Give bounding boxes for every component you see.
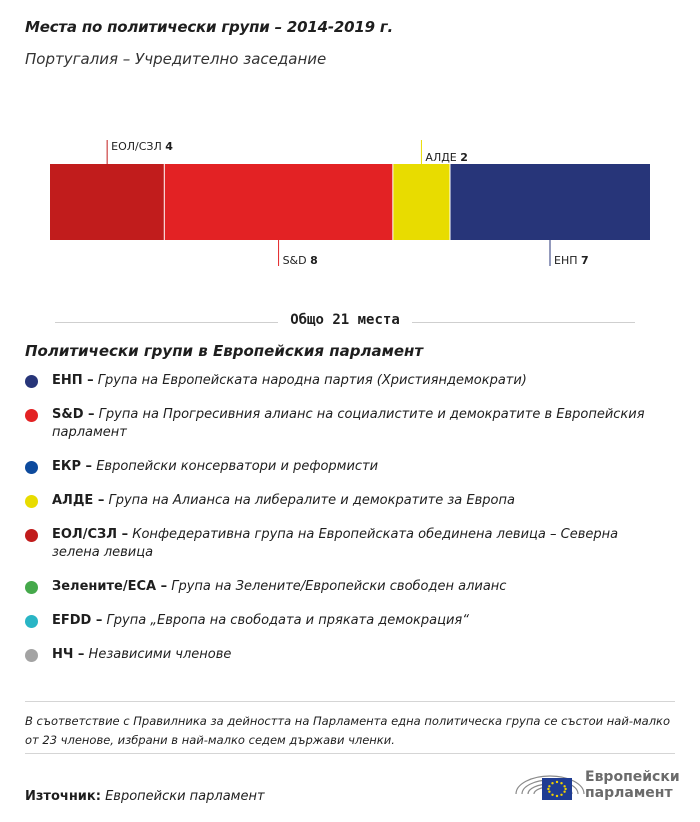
footnote: В съответствие с Правилника за дейността на Парламента една политическа група се състои най-малко от 23 членове, избрани в най-малко седем държави членки. [25,714,671,747]
data-label: S&D 8 [282,254,318,267]
bar-segment [50,164,164,240]
legend-color-dot [25,409,38,422]
chart-title: Места по политически групи – 2014-2019 г. [25,18,394,36]
legend-desc: Група на Алианса на либералите и демократите за Европа [104,493,515,508]
legend-color-dot [25,649,38,662]
data-label: ЕОЛ/СЗЛ 4 [111,140,173,153]
data-label: ЕНП 7 [554,254,589,267]
legend-desc: Група на Зелените/Европейски свободен алианс [167,579,507,594]
legend-abbr: ЕОЛ/СЗЛ – [52,527,129,542]
logo-line1: Европейски [585,769,680,785]
legend-abbr: ЕКР – [52,459,93,474]
legend-color-dot [25,529,38,542]
legend-desc: Европейски консерватори и реформисти [92,459,379,474]
legend-abbr: ЕНП – [52,373,94,388]
legend-abbr: S&D – [52,407,95,422]
divider [25,753,675,754]
source-value: Европейски парламент [105,789,265,804]
legend-color-dot [25,461,38,474]
legend-color-dot [25,375,38,388]
data-label: АЛДЕ 2 [425,151,468,164]
legend-color-dot [25,581,38,594]
chart-subtitle: Португалия – Учредително заседание [25,50,327,68]
legend-desc: Независими членове [84,647,232,662]
legend-color-dot [25,495,38,508]
source-label: Източник: [25,789,101,804]
total-seats [55,312,635,332]
bar-segment [393,164,450,240]
legend-abbr: Зелените/ЕСА – [52,579,168,594]
bar-segment [450,164,650,240]
legend-color-dot [25,615,38,628]
stacked-bar-chart [0,130,700,280]
legend-desc: Група „Европа на свободата и пряката демокрация“ [102,613,469,628]
source [25,789,265,804]
legend-desc: Група на Прогресивния алианс на социалистите и демократите в Европейския парламент [52,407,645,440]
legend-abbr: НЧ – [52,647,85,662]
legend-title: Политически групи в Европейския парламент [25,342,424,360]
legend-desc: Конфедеративна група на Европейската обединена левица – Северна зелена левица [52,527,619,560]
logo-line2: парламент [585,785,673,801]
total-label: Общо 21 места [278,312,412,328]
legend-abbr: EFDD – [52,613,103,628]
bar-segment [164,164,393,240]
logo-text [585,769,680,801]
divider [25,701,675,702]
legend-desc: Група на Европейската народна партия (Християндемократи) [93,373,527,388]
legend-abbr: АЛДЕ – [52,493,105,508]
